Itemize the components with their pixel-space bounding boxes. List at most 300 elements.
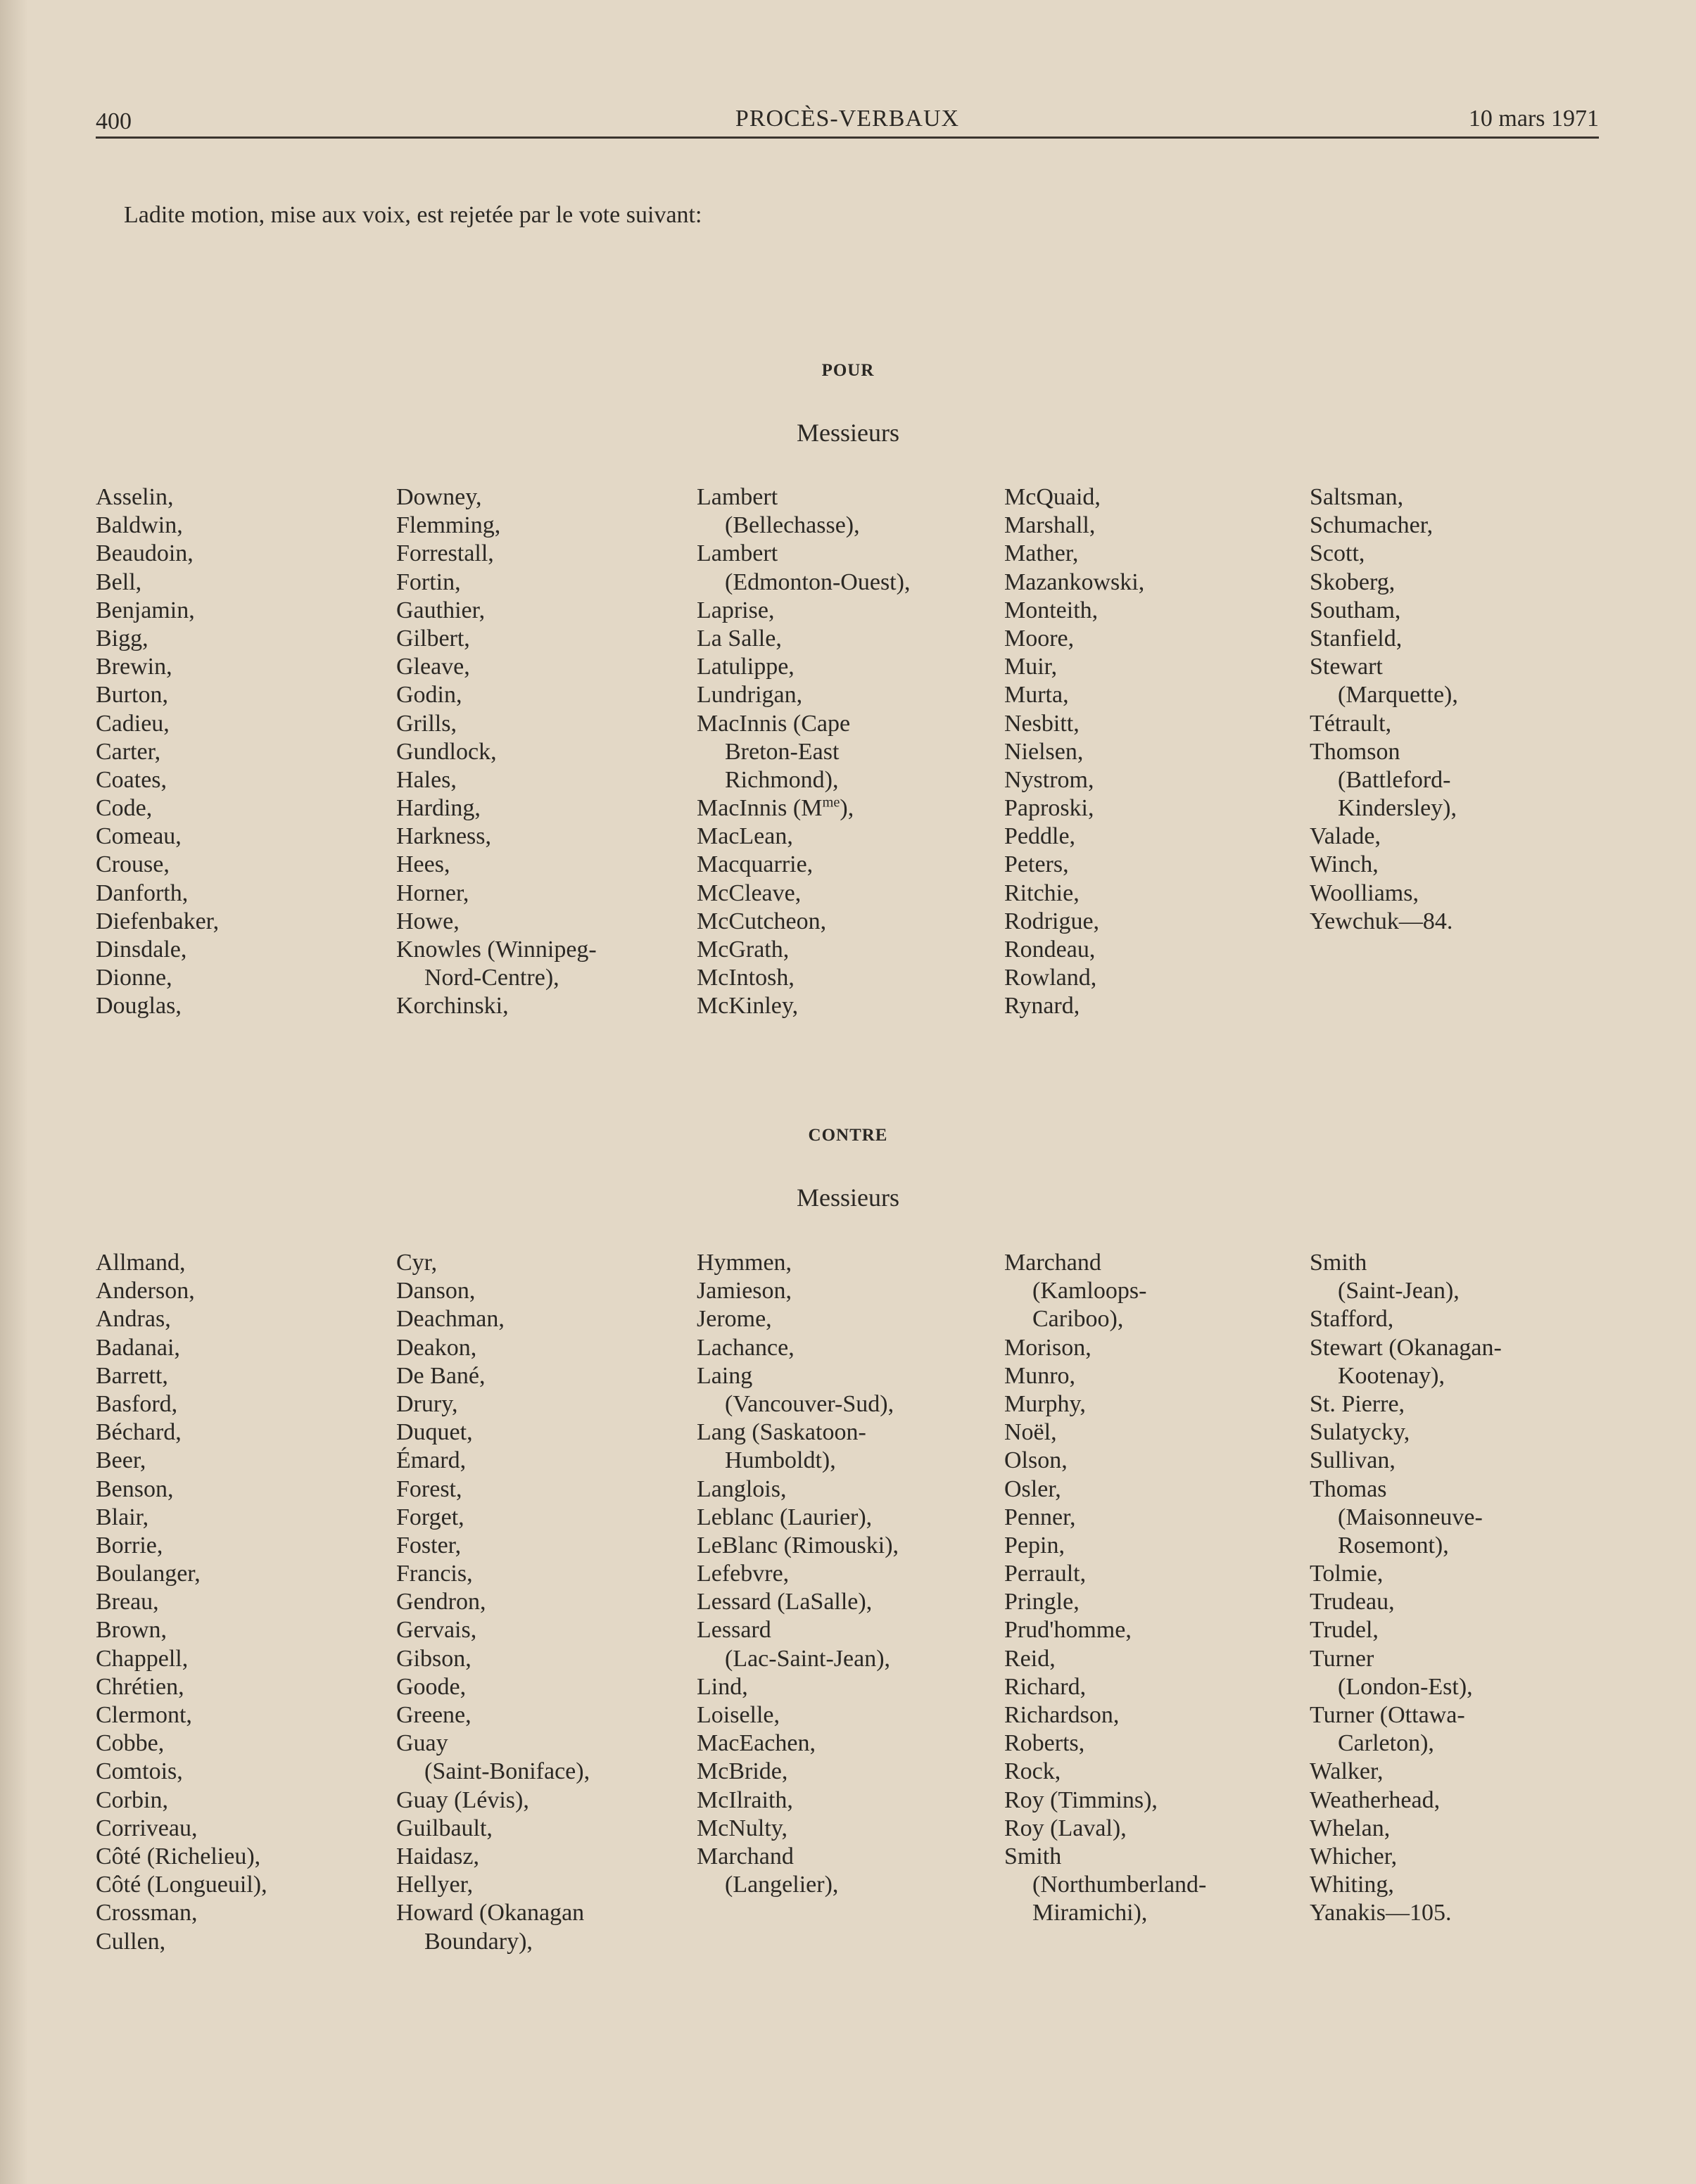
member-name-line bbox=[697, 794, 992, 823]
member-name-line bbox=[1310, 483, 1605, 512]
member-name-text: Roberts, bbox=[1004, 1730, 1085, 1757]
member-name-text: Rowland, bbox=[1004, 965, 1097, 991]
contre-column-5 bbox=[1310, 1249, 1605, 1928]
member-name-line bbox=[396, 936, 692, 964]
member-name-line bbox=[396, 992, 692, 1020]
intro-text: Ladite motion, mise aux voix, est rejetée par le vote suivant: bbox=[124, 202, 702, 228]
member-name-text: Forest, bbox=[396, 1475, 462, 1502]
member-name-text: McIntosh, bbox=[697, 965, 795, 991]
member-name-text: Carleton), bbox=[1338, 1730, 1434, 1757]
member-name-text: Horner, bbox=[396, 880, 469, 906]
member-name-text: (Saint-Boniface), bbox=[424, 1758, 590, 1785]
member-name-line bbox=[697, 738, 992, 766]
member-name-line bbox=[697, 1504, 992, 1532]
member-name-text: McGrath, bbox=[697, 937, 790, 963]
member-name-line bbox=[96, 1475, 391, 1504]
member-name-line bbox=[697, 1475, 992, 1504]
member-name-line bbox=[1310, 625, 1605, 653]
member-name-text: MacInnis (M bbox=[697, 795, 823, 822]
member-name-text: Coates, bbox=[96, 766, 167, 793]
member-name-text: (Bellechasse), bbox=[725, 512, 860, 539]
member-name-text: Danson, bbox=[396, 1278, 476, 1304]
member-name-line bbox=[1004, 1504, 1300, 1532]
member-name-line bbox=[1310, 1701, 1605, 1729]
member-name-line bbox=[96, 1616, 391, 1644]
member-name-line bbox=[1310, 653, 1605, 681]
member-name-line bbox=[396, 964, 692, 992]
member-name-line bbox=[396, 766, 692, 794]
member-name-text: Scott, bbox=[1310, 540, 1365, 567]
member-name-text: Bell, bbox=[96, 569, 142, 595]
member-name-line bbox=[396, 908, 692, 936]
member-name-line bbox=[96, 710, 391, 738]
header-rule bbox=[96, 136, 1599, 139]
member-name-line bbox=[96, 1447, 391, 1475]
member-name-line bbox=[1310, 1815, 1605, 1843]
member-name-text: Francis, bbox=[396, 1561, 473, 1587]
member-name-line bbox=[697, 681, 992, 709]
member-name-text: Crossman, bbox=[96, 1900, 198, 1926]
member-name-text: Yewchuk—84. bbox=[1310, 908, 1453, 934]
member-name-line bbox=[1004, 908, 1300, 936]
member-name-line bbox=[396, 1899, 692, 1927]
member-name-line bbox=[1004, 710, 1300, 738]
member-name-text: Beaudoin, bbox=[96, 540, 194, 567]
page-date: 10 mars 1971 bbox=[1468, 106, 1599, 132]
member-name-text: Grills, bbox=[396, 710, 457, 737]
pour-column-2 bbox=[396, 483, 692, 1021]
member-name-line bbox=[697, 1277, 992, 1305]
member-name-text: Allmand, bbox=[96, 1250, 186, 1276]
member-name-text: Gervais, bbox=[396, 1617, 477, 1644]
member-name-text: Goode, bbox=[396, 1673, 467, 1700]
member-name-text: (Northumberland- bbox=[1032, 1872, 1207, 1898]
member-name-line bbox=[396, 653, 692, 681]
member-name-text: Drury, bbox=[396, 1390, 458, 1417]
member-name-text: Côté (Richelieu), bbox=[96, 1843, 261, 1869]
contre-column-3 bbox=[697, 1249, 992, 1899]
member-name-line bbox=[96, 1277, 391, 1305]
member-name-text: Gibson, bbox=[396, 1645, 472, 1672]
member-name-text: Rynard, bbox=[1004, 993, 1080, 1020]
member-name-line bbox=[1004, 1871, 1300, 1899]
member-name-line bbox=[1310, 1249, 1605, 1277]
member-name-text: Forrestall, bbox=[396, 540, 494, 567]
member-name-line bbox=[1004, 597, 1300, 625]
member-name-text: Sulatycky, bbox=[1310, 1419, 1410, 1446]
member-name-line bbox=[1310, 681, 1605, 709]
member-name-line bbox=[1004, 653, 1300, 681]
member-name-text: Flemming, bbox=[396, 512, 501, 539]
member-name-line bbox=[1310, 1532, 1605, 1560]
member-name-line bbox=[1004, 1843, 1300, 1871]
member-name-line bbox=[697, 569, 992, 597]
member-name-line bbox=[1004, 1729, 1300, 1758]
member-name-text: (Battleford- bbox=[1338, 766, 1451, 793]
member-name-line bbox=[697, 992, 992, 1020]
member-name-text: MacEachen, bbox=[697, 1730, 816, 1757]
member-name-line bbox=[1004, 1758, 1300, 1786]
member-name-text: Valade, bbox=[1310, 823, 1381, 850]
member-name-line bbox=[1310, 512, 1605, 540]
member-name-text: Greene, bbox=[396, 1702, 472, 1728]
member-name-text: McCutcheon, bbox=[697, 908, 827, 934]
member-name-line bbox=[96, 1362, 391, 1390]
member-name-line bbox=[96, 625, 391, 653]
member-name-line bbox=[396, 1504, 692, 1532]
member-name-line bbox=[1004, 1815, 1300, 1843]
member-name-line bbox=[1004, 540, 1300, 568]
member-name-superscript: me bbox=[822, 794, 840, 811]
member-name-line bbox=[96, 964, 391, 992]
member-name-text: Rosemont), bbox=[1338, 1532, 1449, 1558]
member-name-text: Guay bbox=[396, 1730, 448, 1757]
member-name-text: Lessard bbox=[697, 1617, 771, 1644]
member-name-line bbox=[697, 1815, 992, 1843]
member-name-text: Cullen, bbox=[96, 1928, 166, 1955]
member-name-line bbox=[96, 1815, 391, 1843]
member-name-line bbox=[396, 1362, 692, 1390]
member-name-text: Murta, bbox=[1004, 682, 1069, 709]
member-name-text: Harding, bbox=[396, 795, 481, 822]
member-name-text: Marshall, bbox=[1004, 512, 1096, 539]
member-name-text: Fortin, bbox=[396, 569, 461, 595]
member-name-text: Howard (Okanagan bbox=[396, 1900, 585, 1926]
member-name-line bbox=[396, 738, 692, 766]
member-name-line bbox=[396, 597, 692, 625]
member-name-text: Borrie, bbox=[96, 1532, 163, 1558]
member-name-line bbox=[396, 823, 692, 851]
member-name-line bbox=[1004, 992, 1300, 1020]
member-name-text: Penner, bbox=[1004, 1504, 1076, 1530]
member-name-text: Walker, bbox=[1310, 1758, 1384, 1785]
member-name-line bbox=[396, 1729, 692, 1758]
member-name-line bbox=[396, 1843, 692, 1871]
page-number: 400 bbox=[96, 108, 132, 134]
member-name-line bbox=[396, 1334, 692, 1362]
member-name-text: Guilbault, bbox=[396, 1815, 493, 1841]
member-name-text: Blair, bbox=[96, 1504, 149, 1530]
member-name-line bbox=[1004, 681, 1300, 709]
member-name-line bbox=[96, 597, 391, 625]
member-name-text: MacLean, bbox=[697, 823, 793, 850]
member-name-line bbox=[697, 1390, 992, 1418]
contre-column-2 bbox=[396, 1249, 692, 1956]
member-name-line bbox=[96, 1588, 391, 1616]
member-name-line bbox=[396, 681, 692, 709]
member-name-line bbox=[96, 569, 391, 597]
member-name-line bbox=[1004, 1249, 1300, 1277]
member-name-text: Mazankowski, bbox=[1004, 569, 1145, 595]
member-name-line bbox=[96, 1899, 391, 1927]
member-name-line bbox=[697, 512, 992, 540]
member-name-line bbox=[96, 1504, 391, 1532]
member-name-text: St. Pierre, bbox=[1310, 1390, 1405, 1417]
member-name-line bbox=[1004, 1447, 1300, 1475]
running-head bbox=[96, 106, 1599, 135]
member-name-line bbox=[96, 1673, 391, 1701]
member-name-line bbox=[1310, 1560, 1605, 1588]
member-name-line bbox=[697, 1305, 992, 1333]
member-name-text: De Bané, bbox=[396, 1362, 486, 1389]
member-name-text: Morison, bbox=[1004, 1334, 1091, 1361]
member-name-text: Stafford, bbox=[1310, 1306, 1394, 1333]
member-name-text: Thomson bbox=[1310, 738, 1400, 765]
member-name-line bbox=[96, 1843, 391, 1871]
member-name-line bbox=[697, 625, 992, 653]
member-name-text: Brewin, bbox=[96, 654, 172, 680]
member-name-text: Jamieson, bbox=[697, 1278, 792, 1304]
member-name-text: Gundlock, bbox=[396, 738, 497, 765]
member-name-line bbox=[1310, 1390, 1605, 1418]
member-name-text: Rondeau, bbox=[1004, 937, 1096, 963]
member-name-text: La Salle, bbox=[697, 625, 782, 652]
member-name-line bbox=[1004, 1334, 1300, 1362]
member-name-line bbox=[697, 653, 992, 681]
member-name-line bbox=[1004, 794, 1300, 823]
member-name-line bbox=[1310, 1334, 1605, 1362]
member-name-line bbox=[1310, 1475, 1605, 1504]
member-name-text: Crouse, bbox=[96, 851, 170, 878]
contre-heading: CONTRE bbox=[808, 1126, 888, 1145]
member-name-line bbox=[96, 1729, 391, 1758]
member-name-text: Lundrigan, bbox=[697, 682, 803, 709]
member-name-line bbox=[1004, 512, 1300, 540]
member-name-text: Munro, bbox=[1004, 1362, 1076, 1389]
member-name-text: Tolmie, bbox=[1310, 1561, 1384, 1587]
member-name-line bbox=[396, 1871, 692, 1899]
member-name-text: Comtois, bbox=[96, 1758, 183, 1785]
member-name-line bbox=[396, 1673, 692, 1701]
member-name-text: Hymmen, bbox=[697, 1250, 792, 1276]
member-name-line bbox=[96, 1928, 391, 1956]
member-name-text: Pringle, bbox=[1004, 1589, 1080, 1615]
member-name-text: McNulty, bbox=[697, 1815, 788, 1841]
pour-heading: POUR bbox=[821, 361, 875, 380]
member-name-text: Skoberg, bbox=[1310, 569, 1396, 595]
member-name-line bbox=[697, 1729, 992, 1758]
member-name-text: Perrault, bbox=[1004, 1561, 1087, 1587]
member-name-text: Danforth, bbox=[96, 880, 189, 906]
pour-column-1 bbox=[96, 483, 391, 1021]
member-name-line bbox=[697, 1673, 992, 1701]
member-name-text: Guay (Lévis), bbox=[396, 1786, 529, 1813]
member-name-line bbox=[96, 681, 391, 709]
member-name-text: Noël, bbox=[1004, 1419, 1057, 1446]
member-name-line bbox=[96, 1645, 391, 1673]
member-name-text: Marchand bbox=[1004, 1250, 1101, 1276]
member-name-text: Ritchie, bbox=[1004, 880, 1080, 906]
member-name-text: Lefebvre, bbox=[697, 1561, 790, 1587]
member-name-text: Hellyer, bbox=[396, 1872, 474, 1898]
member-name-text: Lambert bbox=[697, 484, 778, 510]
member-name-suffix: ), bbox=[840, 795, 854, 822]
member-name-text: Loiselle, bbox=[697, 1702, 780, 1728]
member-name-line bbox=[1310, 738, 1605, 766]
member-name-line bbox=[96, 1786, 391, 1815]
member-name-line bbox=[1310, 540, 1605, 568]
member-name-line bbox=[396, 1390, 692, 1418]
member-name-text: Saltsman, bbox=[1310, 484, 1404, 510]
member-name-line bbox=[1310, 1843, 1605, 1871]
member-name-line bbox=[1004, 1305, 1300, 1333]
member-name-line bbox=[396, 710, 692, 738]
member-name-line bbox=[697, 1560, 992, 1588]
member-name-text: Beer, bbox=[96, 1447, 146, 1474]
member-name-text: (Saint-Jean), bbox=[1338, 1278, 1460, 1304]
member-name-text: Burton, bbox=[96, 682, 168, 709]
member-name-line bbox=[1310, 1645, 1605, 1673]
member-name-text: McBride, bbox=[697, 1758, 788, 1785]
member-name-line bbox=[1310, 1277, 1605, 1305]
member-name-line bbox=[96, 992, 391, 1020]
member-name-text: Douglas, bbox=[96, 993, 182, 1020]
member-name-text: Carter, bbox=[96, 738, 161, 765]
member-name-text: Marchand bbox=[697, 1843, 794, 1869]
member-name-line bbox=[396, 1928, 692, 1956]
member-name-text: Nord-Centre), bbox=[424, 965, 559, 991]
member-name-text: Yanakis—105. bbox=[1310, 1900, 1452, 1926]
member-name-text: Stewart (Okanagan- bbox=[1310, 1334, 1502, 1361]
member-name-text: Latulippe, bbox=[697, 654, 795, 680]
member-name-line bbox=[1310, 1504, 1605, 1532]
member-name-line bbox=[96, 1305, 391, 1333]
member-name-line bbox=[697, 964, 992, 992]
member-name-text: Nystrom, bbox=[1004, 766, 1094, 793]
member-name-line bbox=[1310, 1758, 1605, 1786]
member-name-text: Lind, bbox=[697, 1673, 748, 1700]
member-name-line bbox=[1004, 1786, 1300, 1815]
member-name-line bbox=[96, 908, 391, 936]
member-name-line bbox=[96, 1871, 391, 1899]
member-name-line bbox=[697, 1616, 992, 1644]
member-name-line bbox=[1310, 569, 1605, 597]
member-name-text: Forget, bbox=[396, 1504, 464, 1530]
member-name-text: Clermont, bbox=[96, 1702, 192, 1728]
member-name-text: Anderson, bbox=[96, 1278, 195, 1304]
member-name-text: (Vancouver-Sud), bbox=[725, 1390, 894, 1417]
member-name-text: Harkness, bbox=[396, 823, 492, 850]
member-name-line bbox=[396, 1249, 692, 1277]
member-name-text: Thomas bbox=[1310, 1475, 1387, 1502]
member-name-text: Reid, bbox=[1004, 1645, 1056, 1672]
member-name-text: Benjamin, bbox=[96, 597, 195, 623]
member-name-line bbox=[1004, 766, 1300, 794]
member-name-line bbox=[96, 512, 391, 540]
member-name-text: Roy (Timmins), bbox=[1004, 1786, 1158, 1813]
member-name-line bbox=[96, 851, 391, 879]
member-name-line bbox=[697, 1334, 992, 1362]
member-name-text: Nesbitt, bbox=[1004, 710, 1080, 737]
member-name-line bbox=[1004, 1418, 1300, 1447]
pour-column-5 bbox=[1310, 483, 1605, 936]
member-name-line bbox=[396, 1277, 692, 1305]
member-name-text: Pepin, bbox=[1004, 1532, 1065, 1558]
member-name-text: Hees, bbox=[396, 851, 450, 878]
member-name-text: Whicher, bbox=[1310, 1843, 1398, 1869]
member-name-line bbox=[396, 483, 692, 512]
member-name-line bbox=[697, 1249, 992, 1277]
member-name-text: Osler, bbox=[1004, 1475, 1061, 1502]
member-name-line bbox=[96, 823, 391, 851]
intro-paragraph bbox=[96, 201, 835, 229]
member-name-line bbox=[96, 794, 391, 823]
member-name-line bbox=[697, 1418, 992, 1447]
member-name-line bbox=[96, 1532, 391, 1560]
member-name-line bbox=[1004, 1588, 1300, 1616]
member-name-text: Breau, bbox=[96, 1589, 159, 1615]
member-name-line bbox=[396, 1447, 692, 1475]
member-name-line bbox=[697, 1532, 992, 1560]
member-name-text: Diefenbaker, bbox=[96, 908, 220, 934]
member-name-text: Godin, bbox=[396, 682, 462, 709]
member-name-line bbox=[697, 1588, 992, 1616]
member-name-text: Lambert bbox=[697, 540, 778, 567]
member-name-line bbox=[1310, 1418, 1605, 1447]
member-name-text: Richard, bbox=[1004, 1673, 1087, 1700]
member-name-text: Moore, bbox=[1004, 625, 1075, 652]
member-name-text: Turner bbox=[1310, 1645, 1374, 1672]
member-name-line bbox=[396, 1560, 692, 1588]
member-name-text: Mather, bbox=[1004, 540, 1079, 567]
member-name-text: Humboldt), bbox=[725, 1447, 836, 1474]
member-name-text: Asselin, bbox=[96, 484, 174, 510]
member-name-line bbox=[96, 766, 391, 794]
page-title: PROCÈS-VERBAUX bbox=[735, 106, 960, 132]
member-name-line bbox=[1004, 851, 1300, 879]
pour-column-4 bbox=[1004, 483, 1300, 1021]
member-name-text: Roy (Laval), bbox=[1004, 1815, 1127, 1841]
member-name-text: Olson, bbox=[1004, 1447, 1068, 1474]
member-name-text: Sullivan, bbox=[1310, 1447, 1396, 1474]
member-name-text: Richardson, bbox=[1004, 1702, 1120, 1728]
member-name-text: Laprise, bbox=[697, 597, 775, 623]
member-name-line bbox=[396, 1645, 692, 1673]
member-name-text: Barrett, bbox=[96, 1362, 168, 1389]
member-name-text: Rock, bbox=[1004, 1758, 1061, 1785]
member-name-text: Peters, bbox=[1004, 851, 1069, 878]
member-name-text: Émard, bbox=[396, 1447, 467, 1474]
member-name-line bbox=[1310, 1899, 1605, 1927]
member-name-line bbox=[96, 1390, 391, 1418]
member-name-text: Boundary), bbox=[424, 1928, 533, 1955]
member-name-text: Smith bbox=[1310, 1250, 1367, 1276]
member-name-line bbox=[1310, 710, 1605, 738]
member-name-line bbox=[96, 1334, 391, 1362]
member-name-text: Prud'homme, bbox=[1004, 1617, 1132, 1644]
member-name-text: McCleave, bbox=[697, 880, 802, 906]
member-name-text: Korchinski, bbox=[396, 993, 509, 1020]
member-name-line bbox=[96, 483, 391, 512]
member-name-line bbox=[1310, 766, 1605, 794]
member-name-line bbox=[396, 1305, 692, 1333]
member-name-line bbox=[396, 625, 692, 653]
member-name-text: Code, bbox=[96, 795, 153, 822]
member-name-line bbox=[1004, 1362, 1300, 1390]
member-name-line bbox=[1004, 1560, 1300, 1588]
member-name-text: Deakon, bbox=[396, 1334, 477, 1361]
member-name-line bbox=[697, 1447, 992, 1475]
contre-column-1 bbox=[96, 1249, 391, 1956]
member-name-line bbox=[96, 1418, 391, 1447]
member-name-text: Trudeau, bbox=[1310, 1589, 1395, 1615]
member-name-line bbox=[697, 851, 992, 879]
member-name-line bbox=[1310, 823, 1605, 851]
member-name-line bbox=[1004, 1899, 1300, 1927]
member-name-line bbox=[396, 569, 692, 597]
member-name-text: Leblanc (Laurier), bbox=[697, 1504, 873, 1530]
member-name-text: Cobbe, bbox=[96, 1730, 165, 1757]
